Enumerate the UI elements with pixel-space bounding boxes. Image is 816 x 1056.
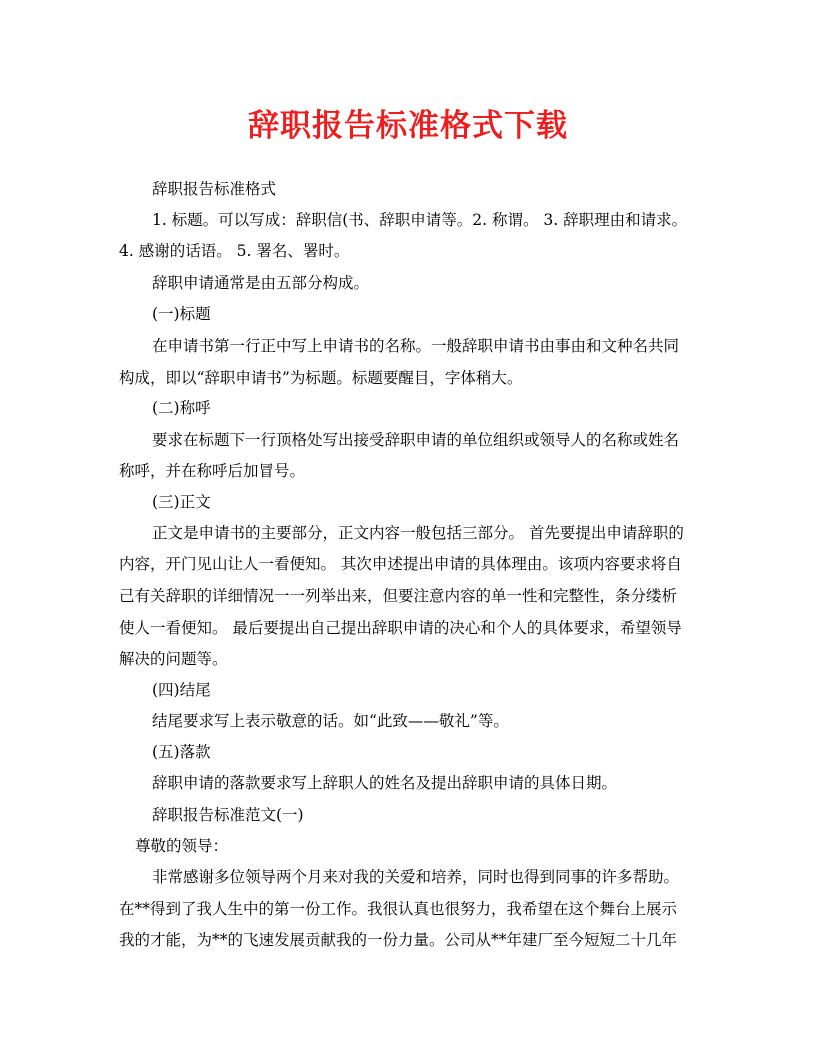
text-line: 非常感谢多位领导两个月来对我的关爱和培养，同时也得到同事的许多帮助。 bbox=[152, 868, 680, 886]
text-line: 尊敬的领导： bbox=[135, 837, 229, 855]
text-line: (一)标题 bbox=[152, 305, 211, 323]
text-line: 辞职申请通常是由五部分构成。 bbox=[152, 274, 370, 292]
text-line: (四)结尾 bbox=[152, 681, 211, 699]
text-line: 辞职报告标准格式 bbox=[152, 180, 277, 198]
text-line: 正文是申请书的主要部分，正文内容一般包括三部分。 首先要提出申请辞职的 bbox=[152, 524, 684, 542]
text-line: 构成，即以“辞职申请书”为标题。标题要醒目，字体稍大。 bbox=[119, 369, 523, 387]
text-line: 己有关辞职的详细情况一一列举出来，但要注意内容的单一性和完整性，条分缕析 bbox=[119, 587, 678, 605]
text-line: 我的才能，为**的飞速发展贡献我的一份力量。公司从**年建厂至今短短二十几年 bbox=[119, 931, 678, 949]
document-title: 辞职报告标准格式下载 bbox=[248, 108, 568, 144]
text-line: (五)落款 bbox=[152, 743, 211, 761]
text-line: 1. 标题。可以写成：辞职信(书、辞职申请等。2. 称谓。 3. 辞职理由和请求。 bbox=[152, 211, 688, 229]
text-line: 在**得到了我人生中的第一份工作。我很认真也很努力，我希望在这个舞台上展示 bbox=[119, 900, 678, 918]
text-line: (二)称呼 bbox=[152, 399, 211, 417]
text-line: 使人一看便知。 最后要提出自己提出辞职申请的决心和个人的具体要求，希望领导 bbox=[119, 619, 682, 637]
text-line: 内容，开门见山让人一看便知。 其次申述提出申请的具体理由。该项内容要求将自 bbox=[119, 555, 682, 573]
text-line: 要求在标题下一行顶格处写出接受辞职申请的单位组织或领导人的名称或姓名 bbox=[152, 431, 680, 449]
text-line: 结尾要求写上表示敬意的话。如“此致——敬礼”等。 bbox=[152, 712, 509, 730]
text-line: (三)正文 bbox=[152, 493, 211, 511]
text-line: 辞职报告标准范文(一) bbox=[152, 806, 304, 824]
text-line: 辞职申请的落款要求写上辞职人的姓名及提出辞职申请的具体日期。 bbox=[152, 774, 618, 792]
text-line: 称呼，并在称呼后加冒号。 bbox=[119, 462, 306, 480]
text-line: 解决的问题等。 bbox=[119, 650, 228, 668]
text-line: 在申请书第一行正中写上申请书的名称。一般辞职申请书由事由和文种名共同 bbox=[152, 337, 680, 355]
text-line: 4. 感谢的话语。 5. 署名、署时。 bbox=[119, 242, 350, 260]
